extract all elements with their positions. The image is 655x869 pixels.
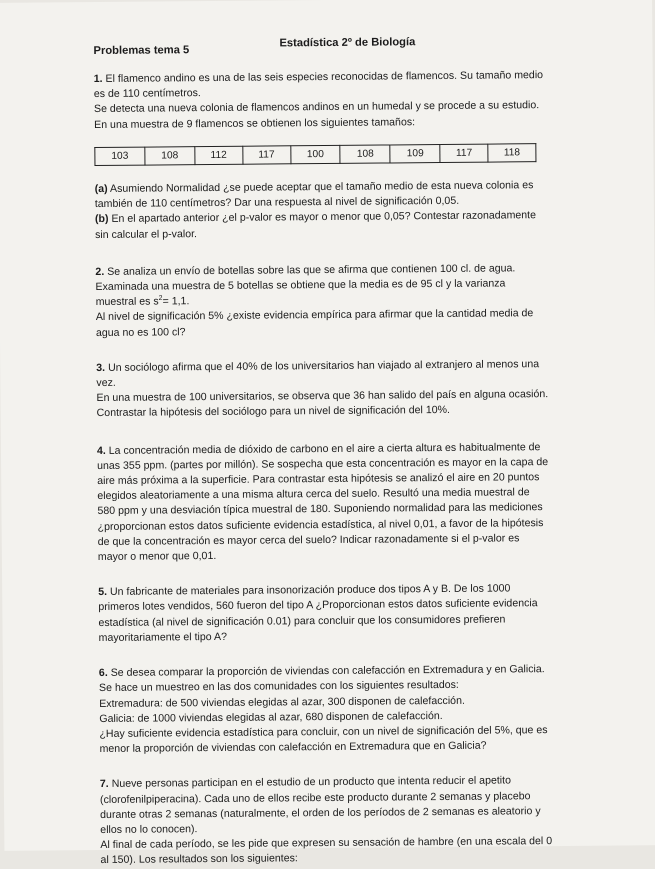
problem-3-line: vez. bbox=[96, 376, 116, 390]
problem-6-line: menor la proporción de viviendas con calefacción en Extremadura que en Galicia? bbox=[99, 739, 487, 756]
problem-6-line: Se hace un muestreo en las dos comunidades con los siguientes resultados: bbox=[98, 679, 459, 695]
problem-4-line: 580 ppm y una desviación típica muestral de 180. Suponiendo normalidad para las mediciones bbox=[97, 501, 543, 518]
table-cell: 117 bbox=[242, 146, 290, 165]
problem-1 bbox=[94, 68, 602, 243]
problem-1a-text: Asumiendo Normalidad ¿se puede aceptar que el tamaño medio de esta nueva colonia es bbox=[109, 179, 534, 195]
problem-7-line: al 150). Los resultados son los siguientes: bbox=[100, 852, 298, 867]
problem-7-text: Nueve personas participan en el estudio de un producto que intenta reducir el apetito bbox=[111, 774, 512, 791]
problem-1b-line: sin calcular el p-valor. bbox=[95, 227, 198, 241]
problem-6-line: Galicia: de 1000 viviendas elegidas al azar, 680 disponen de calefacción. bbox=[99, 709, 443, 725]
table-row bbox=[95, 143, 536, 165]
problem-2-line: agua no es 100 cl? bbox=[95, 325, 186, 339]
problem-2-line: Examinada una muestra de 5 botellas se obtiene que la media es de 95 cl y la varianza bbox=[95, 277, 506, 294]
problem-2-line: Al nivel de significación 5% ¿existe evidencia empírica para afirmar que la cantidad media de bbox=[95, 307, 534, 324]
problem-3-line: En una muestra de 100 universitarios, se observa que 36 han salido del país en alguna ocasión. bbox=[96, 388, 549, 405]
problem-2-text: Se analiza un envío de botellas sobre las que se afirma que contienen 100 cl. de agua. bbox=[107, 262, 516, 278]
problem-4 bbox=[97, 439, 605, 565]
table-cell: 118 bbox=[488, 143, 536, 162]
problem-6-text: Se desea comparar la proporción de viviendas con calefacción en Extremadura y en Galicia. bbox=[110, 663, 545, 679]
problem-4-text: La concentración media de dióxido de carbono en el aire a cierta altura es habitualmente de bbox=[108, 440, 541, 457]
problem-4-line: unas 355 ppm. (partes por millón). Se sospecha que esta concentración es mayor en la capa de bbox=[97, 455, 549, 472]
table-cell: 103 bbox=[95, 147, 145, 166]
problem-5-line: estadística (al nivel de significación 0.01) para concluir que los consumidores prefieren bbox=[98, 613, 506, 629]
problem-7-line: durante otras 2 semanas (naturalmente, el orden de los períodos de 2 semanas es aleatorio y bbox=[100, 804, 541, 821]
table-cell: 117 bbox=[440, 144, 488, 163]
problem-4-line: ¿proporcionan estos datos suficiente evidencia estadística, al nivel 0,01, a favor de la hipótesis bbox=[97, 516, 544, 533]
problem-4-line: elegidos aleatoriamente a una misma altura cerca del suelo. Resultó una media muestral de bbox=[97, 486, 530, 503]
variance-text: muestral es s bbox=[95, 295, 159, 309]
problem-6-number: 6. bbox=[98, 667, 108, 680]
problem-6 bbox=[99, 662, 607, 758]
table-cell: 108 bbox=[145, 146, 195, 165]
table-cell: 109 bbox=[390, 144, 440, 163]
problem-5-line: mayoritariamente el tipo A? bbox=[98, 630, 228, 644]
problem-7 bbox=[100, 773, 608, 869]
table-cell: 108 bbox=[340, 145, 390, 164]
problem-4-line: aire más próxima a la superficie. Para contrastar esta hipótesis se analizó el aire en 20 puntos bbox=[97, 471, 540, 488]
problem-5-number: 5. bbox=[98, 586, 108, 599]
problem-7-line: Al final de cada período, se les pide que expresen su sensación de hambre (en una escala del 0 bbox=[100, 835, 553, 852]
problem-4-line: mayor o menor que 0,01. bbox=[97, 550, 217, 564]
table-cell: 100 bbox=[290, 145, 340, 164]
problem-5 bbox=[98, 581, 606, 646]
variance-superscript: 2 bbox=[158, 295, 163, 303]
problem-7-line: (clorofenilpiperacina). Cada uno de ellos recibe este producto durante 2 semanas y placebo bbox=[99, 789, 531, 806]
problem-1-line: En una muestra de 9 flamencos se obtienen los siguientes tamaños: bbox=[94, 115, 416, 131]
problem-1-line: Se detecta una nueva colonia de flamencos andinos en un humedal y se procede a su estudio. bbox=[93, 99, 540, 116]
page-header bbox=[93, 26, 600, 58]
problem-6-line: Extremadura: de 500 viviendas elegidas al azar, 300 disponen de calefacción. bbox=[99, 694, 465, 710]
variance-value: = 1,1. bbox=[162, 295, 190, 308]
sizes-table bbox=[94, 143, 536, 166]
problem-7-number: 7. bbox=[99, 778, 109, 791]
problem-1-text: El flamenco andino es una de las seis especies reconocidas de flamencos. Su tamaño medio bbox=[105, 69, 544, 85]
problem-6-line: ¿Hay suficiente evidencia estadística para concluir, con un nivel de significación del 5%, que es bbox=[99, 724, 548, 740]
part-a-label: (a) bbox=[94, 182, 108, 196]
problem-3 bbox=[96, 356, 604, 421]
part-b-label: (b) bbox=[94, 213, 109, 226]
problem-5-line: primeros lotes vendidos, 560 fueron del tipo A ¿Proporcionan estos datos suficiente evidencia bbox=[98, 597, 538, 614]
problem-3-number: 3. bbox=[96, 361, 106, 374]
problem-4-number: 4. bbox=[96, 444, 106, 457]
problem-4-line: de que la concentración es mayor cerca del suelo? Indicar razonadamente si el p-valor es bbox=[97, 532, 520, 548]
table-cell: 112 bbox=[195, 146, 243, 165]
header-title-left: Problemas tema 5 bbox=[93, 44, 190, 58]
problem-1-number: 1. bbox=[93, 72, 103, 86]
problem-1b-text: En el apartado anterior ¿el p-valor es mayor o menor que 0,05? Contestar razonadamente bbox=[111, 209, 537, 226]
problem-3-text: Un sociólogo afirma que el 40% de los universitarios han viajado al extranjero al menos una bbox=[107, 357, 540, 374]
problem-5-text: Un fabricante de materiales para insonorización produce dos tipos A y B. De los 1000 bbox=[109, 582, 511, 599]
problem-2 bbox=[95, 260, 603, 340]
problem-3-line: Contrastar la hipótesis del sociólogo para un nivel de significación del 10%. bbox=[96, 404, 451, 420]
problem-1-line: es de 110 centímetros. bbox=[93, 87, 201, 101]
problem-7-line: ellos no lo conocen). bbox=[100, 823, 198, 836]
problem-1a-line: también de 110 centímetros? Dar una respuesta al nivel de significación 0,05. bbox=[94, 195, 460, 211]
problem-2-number: 2. bbox=[95, 265, 105, 278]
header-title-right: Estadística 2º de Biología bbox=[279, 36, 416, 50]
